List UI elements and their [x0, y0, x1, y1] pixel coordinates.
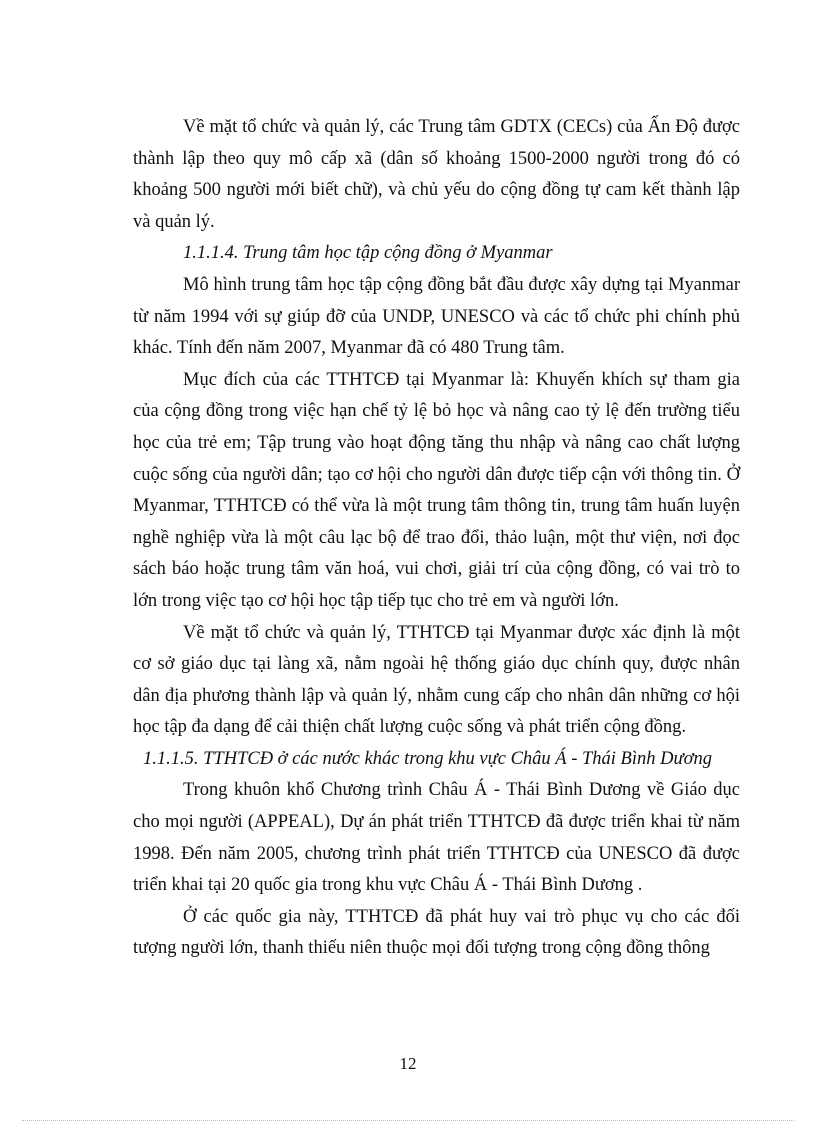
- page-number: 12: [399, 1054, 417, 1073]
- section-heading-1-1-1-4: 1.1.1.4. Trung tâm học tập cộng đồng ở Myanmar: [183, 243, 553, 264]
- page-bottom-divider: [22, 1120, 794, 1121]
- section-heading-1-1-1-5: 1.1.1.5. TTHTCĐ ở các nước khác trong khu vực Châu Á - Thái Bình Dương: [143, 748, 712, 769]
- paragraph: Về mặt tổ chức và quản lý, TTHTCĐ tại Myanmar được xác định là một cơ sở giáo dục tại làng xã, nằm ngoài hệ thống giáo dục chính quy, được nhân dân địa phương thành lập và quản lý, nhằm cung cấp cho nhân dân những cơ hội học tập đa dạng để cải thiện chất lượng cuộc sống và phát triển cộng đồng.: [133, 622, 740, 738]
- paragraph: Ở các quốc gia này, TTHTCĐ đã phát huy vai trò phục vụ cho các đối tượng người lớn, thanh thiếu niên thuộc mọi đối tượng trong cộng đồng thông: [133, 906, 740, 959]
- paragraph: Trong khuôn khổ Chương trình Châu Á - Thái Bình Dương về Giáo dục cho mọi người (APPEAL), Dự án phát triển TTHTCĐ đã được triển khai từ năm 1998. Đến năm 2005, chương trình phát triển TTHTCĐ của UNESCO đã được triển khai tại 20 quốc gia trong khu vực Châu Á - Thái Bình Dương .: [133, 780, 740, 896]
- paragraph: Về mặt tổ chức và quản lý, các Trung tâm GDTX (CECs) của Ấn Độ được thành lập theo quy mô cấp xã (dân số khoảng 1500-2000 người trong đó có khoảng 500 người mới biết chữ), và chủ yếu do cộng đồng tự cam kết thành lập và quản lý.: [133, 117, 740, 232]
- paragraph: Mô hình trung tâm học tập cộng đồng bắt đầu được xây dựng tại Myanmar từ năm 1994 với sự giúp đỡ của UNDP, UNESCO và các tổ chức phi chính phủ khác. Tính đến năm 2007, Myanmar đã có 480 Trung tâm.: [133, 274, 740, 359]
- body-text: [133, 112, 740, 965]
- paragraph: Mục đích của các TTHTCĐ tại Myanmar là: Khuyến khích sự tham gia của cộng đồng trong việc hạn chế tỷ lệ bỏ học và nâng cao tỷ lệ đến trường tiểu học của trẻ em; Tập trung vào hoạt động tăng thu nhập và nâng cao chất lượng cuộc sống của người dân; tạo cơ hội cho người dân được tiếp cận với thông tin. Ở Myanmar, TTHTCĐ có thể vừa là một trung tâm thông tin, trung tâm huấn luyện nghề nghiệp vừa là một câu lạc bộ để trao đổi, thảo luận, một thư viện, nơi đọc sách báo hoặc trung tâm văn hoá, vui chơi, giải trí của cộng đồng, có vai trò to lớn trong việc tạo cơ hội học tập tiếp tục cho trẻ em và người lớn.: [133, 369, 740, 611]
